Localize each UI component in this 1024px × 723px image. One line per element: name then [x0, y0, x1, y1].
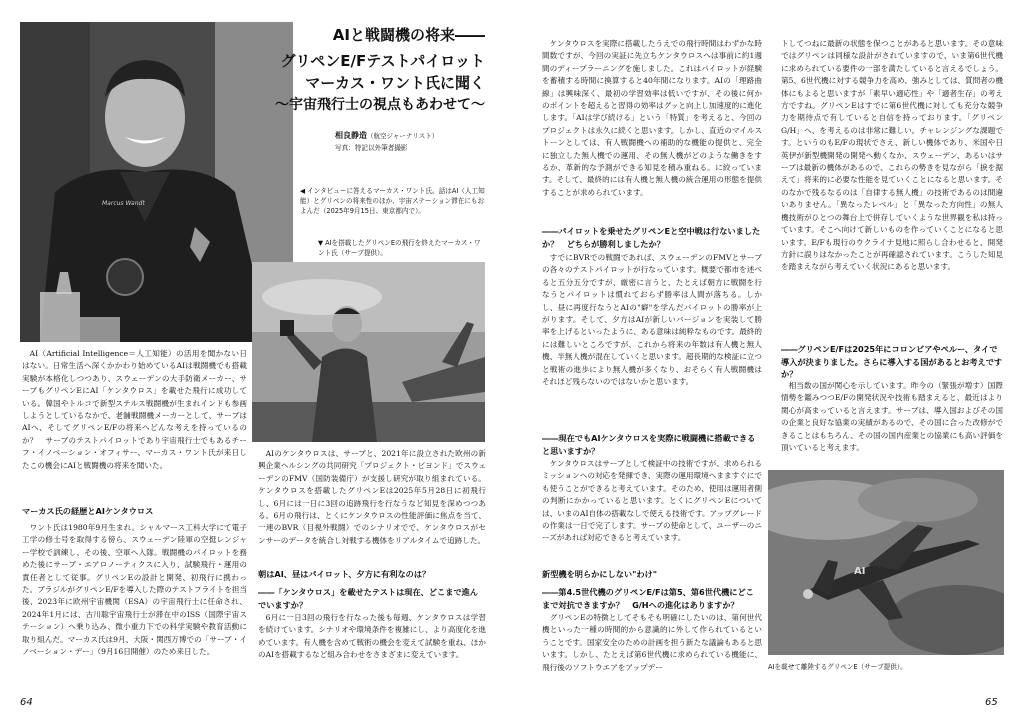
portrait-caption: ◀ インタビューに答えるマーカス・ワント氏。話はAI（人工知能）とグリペンの将来性のほか、宇宙ステーション滞在にもおよんだ（2025年9月15日、東京都内で）。 — [300, 187, 485, 215]
byline — [335, 130, 485, 153]
col4-body1: トしてつねに最新の状態を保つことがあると思います。その意味ではグリペンは同様な設計がされていますので、いま第6世代機に求められている要件の一部を満たしていると言えるでしょう。第5、6世代機に対する競争力を高め、強みとしては、質問者の機体にもよると思いますが「素早い適応性」や「適者生存」の考え方ですね。グリペンEはすでに第6世代機に対しても充分な競争力を期待点で有していると自信を持っております。「グリペンG/H」へ、を考えるのは非常に難しい。チャレンジングな課題です。というのもE/Fの現状でさえ、新しい機体であり、米国や日英伊が新型機開発の開発へ動くなか、スウェーデン、あるいはサーブは最新の機体があるので、これらの勢きを見ながら「捩を据えて」将来的に必要な性能を見ていくことになると思います。そのなかで残るなるのは「自律する無人機」の技術であるのは間違いありません。「異なったレベル」と「異なった方向性」の無人機技術がひとつの舞台上で併存していくような世界観を私は持っています。そこへ向けて新しいものを作っていくことになると思います。E/Fも現行のウクライナ見地に照らし合わせると、開発方針に誤りはなかったことが再確認されています。こうした知見を踏まえながら考えていく状況にあると思います。 — [781, 39, 1003, 272]
author-name: 相良静造 — [335, 131, 367, 140]
title-line4: ～宇宙飛行士の視点もあわせて～ — [275, 97, 485, 113]
photo-credit: 写真：特記以外筆者撮影 — [335, 144, 408, 152]
pilot-caption: ▼ AIを搭載したグリペンEの飛行を終えたマーカス・ワント氏（サーブ提供）。 — [318, 239, 481, 257]
article-title — [250, 24, 485, 116]
col1-body: ワント氏は1980年9月生まれ。シャルマース工科大学にて電子工学の修士号を取得する傍ら、スウェーデン陸軍の空挺レンジャー学校で訓練し、その後、空軍へ入隊。戦闘機のパイロットを務めた後にサーブ・エアロノーティクスに入り、試験飛行・運用の責任者として従事。グリペンEの設計と開発、初飛行に携わった。ブラジルがグリペンE/Fを導入した際のテストフライトを担当後、2023年に欧州宇宙機関（ESA）の宇宙飛行士に任命され、2024年1月には、古川聡宇宙飛行士が滞在中のISS（国際宇宙ステーション）へ乗り込み、微小重力下での科学実験や教育活動に取り組んだ。マーカス氏は9月、大阪・関西万博での「サーブ・イノベーション・デー」（9月16日開催）のため来日した。 — [22, 523, 247, 657]
col4-q1: ――グリペンE/Fは2025年にコロンビアやペルー、タイで導入が決まりました。さらに導入する国があるとお考えですか？ — [781, 344, 1003, 379]
col2-body1: AIのケンタウロスは、サーブと、2021年に設立された欧州の新興企業ヘルシングの共同研究「プロジェクト・ビヨンド」でスウェーデンのFMV（国防装備庁）が支援し研究が取り組まれている。ケンタウロスを搭載したグリペンEは2025年5月28日に初飛行し、6月には一日に3回の追跡飛行を行なうなど知見を深めつつある。6月の飛行は、とくにケンタウロスの性能評価に焦点を当て、一連のBVR（目視外戦闘）でのシナリオでで、ケンタウロスがセンサーのデータを統合し対戦する機体をリアルタイムで追跡した。 — [258, 449, 486, 545]
tail-label: AI — [854, 566, 866, 577]
col3-body2: すでにBVRでの戦闘であれば、スウェーデンのFMVとサーブの各々のテストパイロットが行なっています。概要で都市を述べると五分五分ですが、厳密に言うと、たとえば朝方に戦闘を行なうとパイロットは慣れておらず勝率は人間が落ちる。しかし、昼に再度行なうとAIの"癖"を学んだパイロットの勝率が上がります。そして、夕方はAIが新しいバージョンを実装して勝率を上げるといったように、ある意味は純粋なものです。最終的には難しいところですが、これから将来の年数は有人機と無人機、半無人機が混在していくと思います。超長期的な検証に立つと戦術の進歩により無人機が多くなり、おそらく有人戦闘機はそれほど残らないのではないかと思います。 — [542, 253, 762, 387]
author-note: （航空ジャーナリスト） — [367, 132, 439, 140]
jet-caption: AIを載せて離陸するグリペンE（サーブ提供）。 — [768, 663, 907, 671]
col1-intro: AI（Artificial Intelligence＝人工知能）の活用を聞かない日はない。日常生活へ深くかかわり始めているAIは戦闘機でも搭載実験が本格化しつつあり、スウェーデンの大手防衛メーカー、サーブもグリペンEにAI「ケンタウロス」を載せた飛行に成功している。韓国やトルコで新型ステルス戦闘機が生まれインドも参画しようとしているなかで、老舗戦闘機メーカーとして、サーブはAIへ、そしてグリペンE/Fの将来へどんな考えを持っているのか？ サーブのテストパイロットであり宇宙飛行士でもあるチーフ・イノベーション・オフィサー、マーカス・ワント氏が来日したこの機会にAIと戦闘機の将来を聞いた。 — [22, 349, 247, 470]
col4-body2: 相当数の国が関心を示しています。昨今の（緊張が増す）国際情勢を鑑みつつE/Fの開発状況や技術も踏まえると、最近はより関心が高まっていると言えます。サーブは、導入国およびその国の企業と良好な協業の実績があるので、その国に合った改修ができることはもちろん、その国の国内産業との協業にも高い評価を頂いていると考えます。 — [781, 381, 1003, 453]
title-line1: AIと戦闘機の将来―― — [332, 26, 485, 44]
col3-body4: グリペンEの特徴としてそもそも明確にしたいのは、第何世代機といった一種の時間的から意識的に外して作られているということです。国家安全のための計画を担う新たな議論もあると思います。しかし、たとえば第6世代機に求められている機能に、飛行後のソフトウエアをアップデー — [542, 613, 762, 672]
col1-heading: マーカス氏の経歴とAIケンタウロス — [22, 506, 154, 516]
title-line2: グリペンE/Fテストパイロット — [280, 52, 485, 70]
col3-q2: ――現在でもAIケンタウロスを実際に戦闘機に搭載できると思いますか？ — [542, 433, 756, 456]
pilot-photo — [252, 262, 485, 442]
col2-heading: 朝はAI、昼はパイロット、夕方に有利なのは？ — [258, 569, 431, 579]
jet-photo — [768, 470, 1004, 655]
col2-question: ――「ケンタウロス」を載せたテストは現在、どこまで進んでいますか？ — [258, 587, 478, 610]
col3-q3: ――第4.5世代機のグリペンE/Fは第5、第6世代機にどこまで対抗できますか？ G/Hへの進化はありますか？ — [542, 587, 754, 610]
page-number-left: 64 — [20, 697, 33, 708]
col3-heading: 新型機を明らかにしない"わけ" — [542, 569, 657, 579]
patch-label: Marcus Wandt — [102, 200, 145, 207]
col2-body2: 6月に一日3回の飛行を行なった後も毎週、ケンタウロスは学習を続けています。シナリオや環境条件を複雑にし、より高度化を進めています。有人機を含めて戦術の機会を変えて試験を重ね、ほかのAIを搭載するなど組み合わせをさまざまに変えています。 — [258, 613, 486, 660]
col3-q1: ――パイロットを乗せたグリペンEと空中戦は行ないましたか？ どちらが勝利しましたか？ — [542, 226, 761, 249]
page-number-right: 65 — [985, 697, 998, 708]
col3-body3: ケンタウロスはサーブとして検証中の技術ですが、求められるミッションへの対応を発揮でき、実際の運用環境へまますぐにでも使うことができると考えています。そのため、使用は運用者側の判断にかかっていると思います。とくにグリペンEについては、いまのAI自体の搭載なしで使える技術です。アップグレードの作業は一日で完了します。サーブの使命として、ユーザーのニーズがあれば対応できると考えています。 — [542, 459, 762, 543]
title-line3: マーカス・ワント氏に聞く — [305, 74, 485, 92]
col3-body1: ケンタウロスを実際に搭載したうえでの飛行時間はわずかな時間数ですが、今回の実証に先立ちケンタウロスへは事前に約1週間のディープラーニングを施しました。これはパイロットが経験を蓄積する時間に換算すると40年間になります。AIの「理路曲線」は興味深く、最初の学習効率は低いですが、その後に何かのポイントを超えると習得の効率はグッと向上し加速度的に進化します。「AIは学び続ける」という「特質」を考えると、今回のプロジェクトは永久に続くと思います。しかし、直近のマイルストーンとしては、有人戦闘機への補助的な機能の提供と、完全に独立した無人機での運用、その無人機がどのような働きをするか、革新的な予測ができる知見を積み重ねる。に絞っています。そして、最終的には有人機と無人機の統合運用の形態を提供することが求められています。 — [542, 39, 762, 197]
